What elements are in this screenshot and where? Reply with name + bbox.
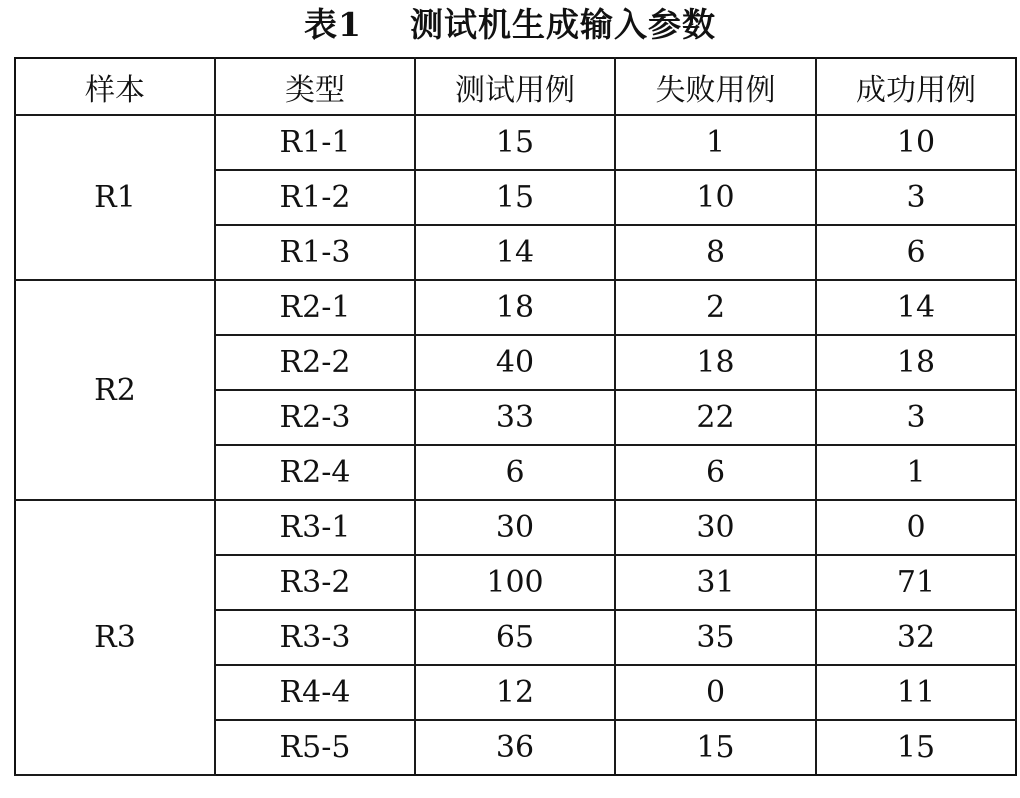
failed-cell: 22: [615, 390, 816, 445]
tests-cell: 100: [415, 555, 615, 610]
failed-cell: 18: [615, 335, 816, 390]
table-caption: [0, 0, 1020, 50]
tests-cell: 65: [415, 610, 615, 665]
tests-cell: 15: [415, 170, 615, 225]
header-sample: 样本: [15, 58, 215, 115]
passed-cell: 18: [816, 335, 1016, 390]
failed-cell: 8: [615, 225, 816, 280]
tests-cell: 36: [415, 720, 615, 775]
tests-cell: 30: [415, 500, 615, 555]
type-cell: R1-3: [215, 225, 415, 280]
table-row: [15, 115, 1016, 170]
tests-cell: 18: [415, 280, 615, 335]
passed-cell: 14: [816, 280, 1016, 335]
table-row: [15, 500, 1016, 555]
sample-cell: R3: [15, 500, 215, 775]
failed-cell: 10: [615, 170, 816, 225]
type-cell: R1-2: [215, 170, 415, 225]
tests-cell: 12: [415, 665, 615, 720]
tests-cell: 15: [415, 115, 615, 170]
failed-cell: 6: [615, 445, 816, 500]
type-cell: R3-1: [215, 500, 415, 555]
type-cell: R5-5: [215, 720, 415, 775]
failed-cell: 35: [615, 610, 816, 665]
failed-cell: 30: [615, 500, 816, 555]
type-cell: R2-2: [215, 335, 415, 390]
table-row: [15, 280, 1016, 335]
sample-cell: R2: [15, 280, 215, 500]
table-caption-label: 表1: [304, 5, 362, 44]
failed-cell: 1: [615, 115, 816, 170]
passed-cell: 32: [816, 610, 1016, 665]
table-header-row: [15, 58, 1016, 115]
failed-cell: 31: [615, 555, 816, 610]
tests-cell: 6: [415, 445, 615, 500]
passed-cell: 3: [816, 170, 1016, 225]
table-caption-title: 测试机生成输入参数: [409, 5, 716, 44]
failed-cell: 0: [615, 665, 816, 720]
header-passed: 成功用例: [816, 58, 1016, 115]
type-cell: R1-1: [215, 115, 415, 170]
type-cell: R3-3: [215, 610, 415, 665]
data-table: [14, 57, 1017, 776]
tests-cell: 33: [415, 390, 615, 445]
sample-cell: R1: [15, 115, 215, 280]
type-cell: R3-2: [215, 555, 415, 610]
type-cell: R2-3: [215, 390, 415, 445]
passed-cell: 0: [816, 500, 1016, 555]
type-cell: R2-4: [215, 445, 415, 500]
passed-cell: 10: [816, 115, 1016, 170]
tests-cell: 14: [415, 225, 615, 280]
passed-cell: 71: [816, 555, 1016, 610]
header-failed: 失败用例: [615, 58, 816, 115]
passed-cell: 3: [816, 390, 1016, 445]
type-cell: R2-1: [215, 280, 415, 335]
passed-cell: 15: [816, 720, 1016, 775]
tests-cell: 40: [415, 335, 615, 390]
failed-cell: 2: [615, 280, 816, 335]
passed-cell: 11: [816, 665, 1016, 720]
passed-cell: 1: [816, 445, 1016, 500]
failed-cell: 15: [615, 720, 816, 775]
header-tests: 测试用例: [415, 58, 615, 115]
type-cell: R4-4: [215, 665, 415, 720]
header-type: 类型: [215, 58, 415, 115]
passed-cell: 6: [816, 225, 1016, 280]
